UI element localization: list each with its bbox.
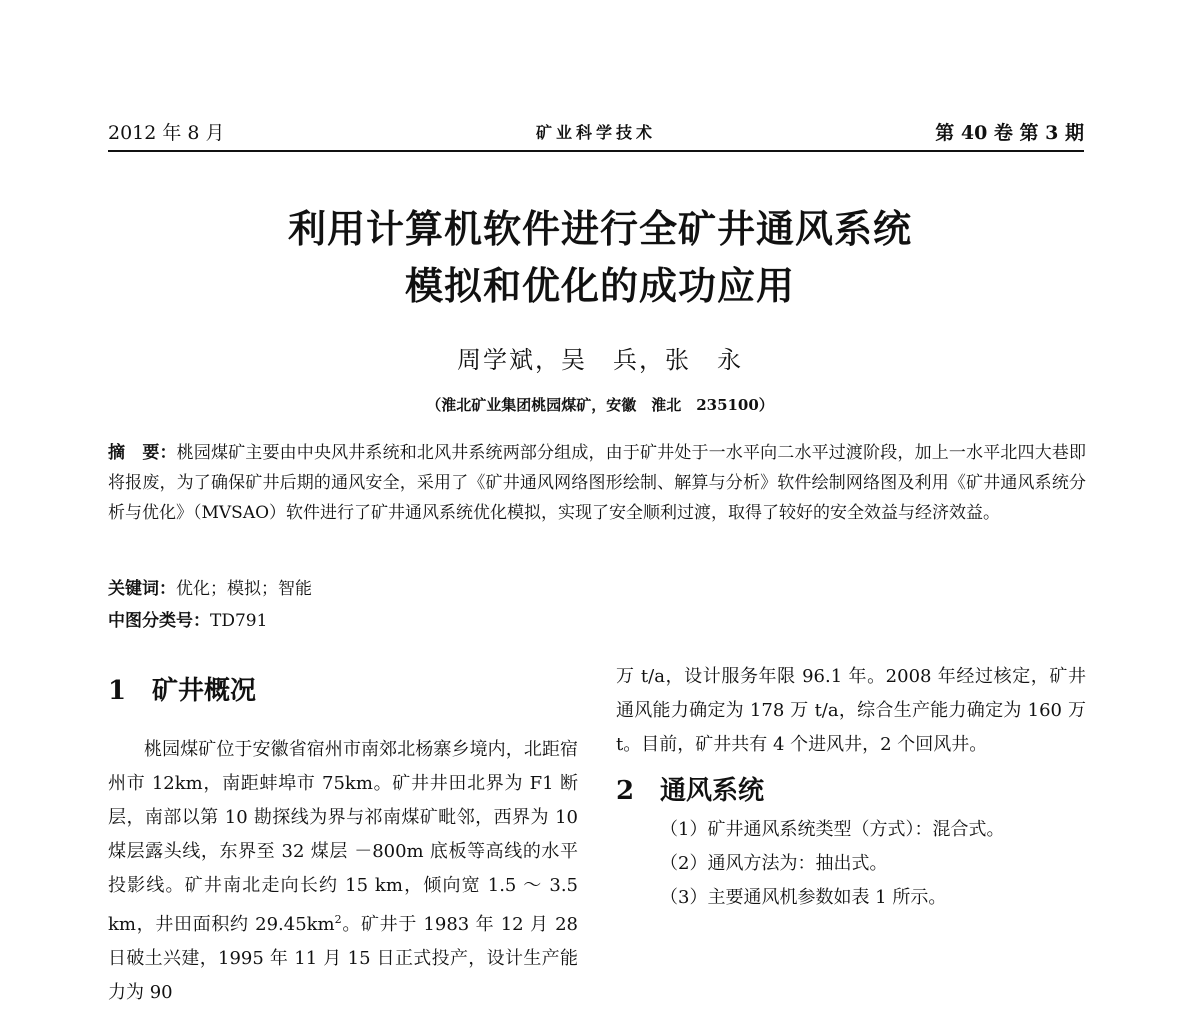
volume-issue: 第 40 卷 第 3 期 <box>935 122 1084 144</box>
authors: 周学斌，吴 兵，张 永 <box>457 346 743 374</box>
journal-name: 矿业科学技术 <box>535 123 656 142</box>
title-line-1: 利用计算机软件进行全矿井通风系统 <box>287 206 912 251</box>
abstract-label: 摘 要： <box>108 443 177 463</box>
list-item: （3）主要通风机参数如表 1 所示。 <box>660 887 947 908</box>
title-line-2: 模拟和优化的成功应用 <box>404 263 795 308</box>
affiliation: （淮北矿业集团桃园煤矿，安徽 淮北 235100） <box>426 396 774 414</box>
classification-label: 中图分类号： <box>108 611 210 631</box>
list-item: （2）通风方法为：抽出式。 <box>660 853 888 874</box>
section-1-heading <box>108 670 578 707</box>
keywords <box>108 574 312 599</box>
section-1-title: 矿井概况 <box>152 676 257 706</box>
classification-text: TD791 <box>210 611 268 631</box>
right-column <box>616 660 1086 915</box>
keywords-label: 关键词： <box>108 579 176 599</box>
left-column <box>108 670 578 1010</box>
section-1-number: 1 <box>108 676 127 706</box>
section-1-text-b: 。矿井于 1983 年 12 月 28 日破土兴建，1995 年 11 月 15 日正式投产，设计生产能力为 90 <box>108 914 579 1003</box>
page-header <box>108 118 1084 152</box>
abstract-text: 桃园煤矿主要由中央风井系统和北风井系统两部分组成，由于矿井处于一水平向二水平过渡阶段，加上一水平北四大巷即将报废，为了确保矿井后期的通风安全，采用了《矿井通风网络图形绘制、解算与分析》软件绘制网络图及利用《矿井通风系统分析与优化》（MVSAO）软件进行了矿井通风系统优化模拟，实现了安全顺利过渡，取得了较好的安全效益与经济效益。 <box>108 443 1087 523</box>
section-2-number: 2 <box>616 776 635 806</box>
continued-paragraph: 万 t/a，设计服务年限 96.1 年。2008 年经过核定，矿井通风能力确定为 178 万 t/a，综合生产能力确定为 160 万 t。目前，矿井共有 4 个进风井，2 个回风井。 <box>616 666 1086 755</box>
section-1-text-a: 桃园煤矿位于安徽省宿州市南郊北杨寨乡境内，北距宿州市 12km，南距蚌埠市 75km。矿井井田北界为 F1 断层，南部以第 10 勘探线为界与祁南煤矿毗邻，西界为 10 煤层露头线，东界至 32 煤层 －800m 底板等高线的水平投影线。矿井南北走向长约 15 km，倾向宽 1.5 ～ 3.5 km，井田面积约 29.45km <box>108 739 578 935</box>
section-2-title: 通风系统 <box>660 776 765 806</box>
abstract <box>108 438 1086 528</box>
section-1-paragraph <box>108 733 578 1010</box>
article-title <box>0 200 1200 314</box>
keywords-text: 优化；模拟；智能 <box>176 579 312 599</box>
area-superscript: 2 <box>334 913 342 926</box>
header-date: 2012 年 8 月 <box>108 122 225 144</box>
classification <box>108 606 267 631</box>
list-item: （1）矿井通风系统类型（方式）：混合式。 <box>660 819 1005 840</box>
section-2-heading <box>616 770 1086 807</box>
